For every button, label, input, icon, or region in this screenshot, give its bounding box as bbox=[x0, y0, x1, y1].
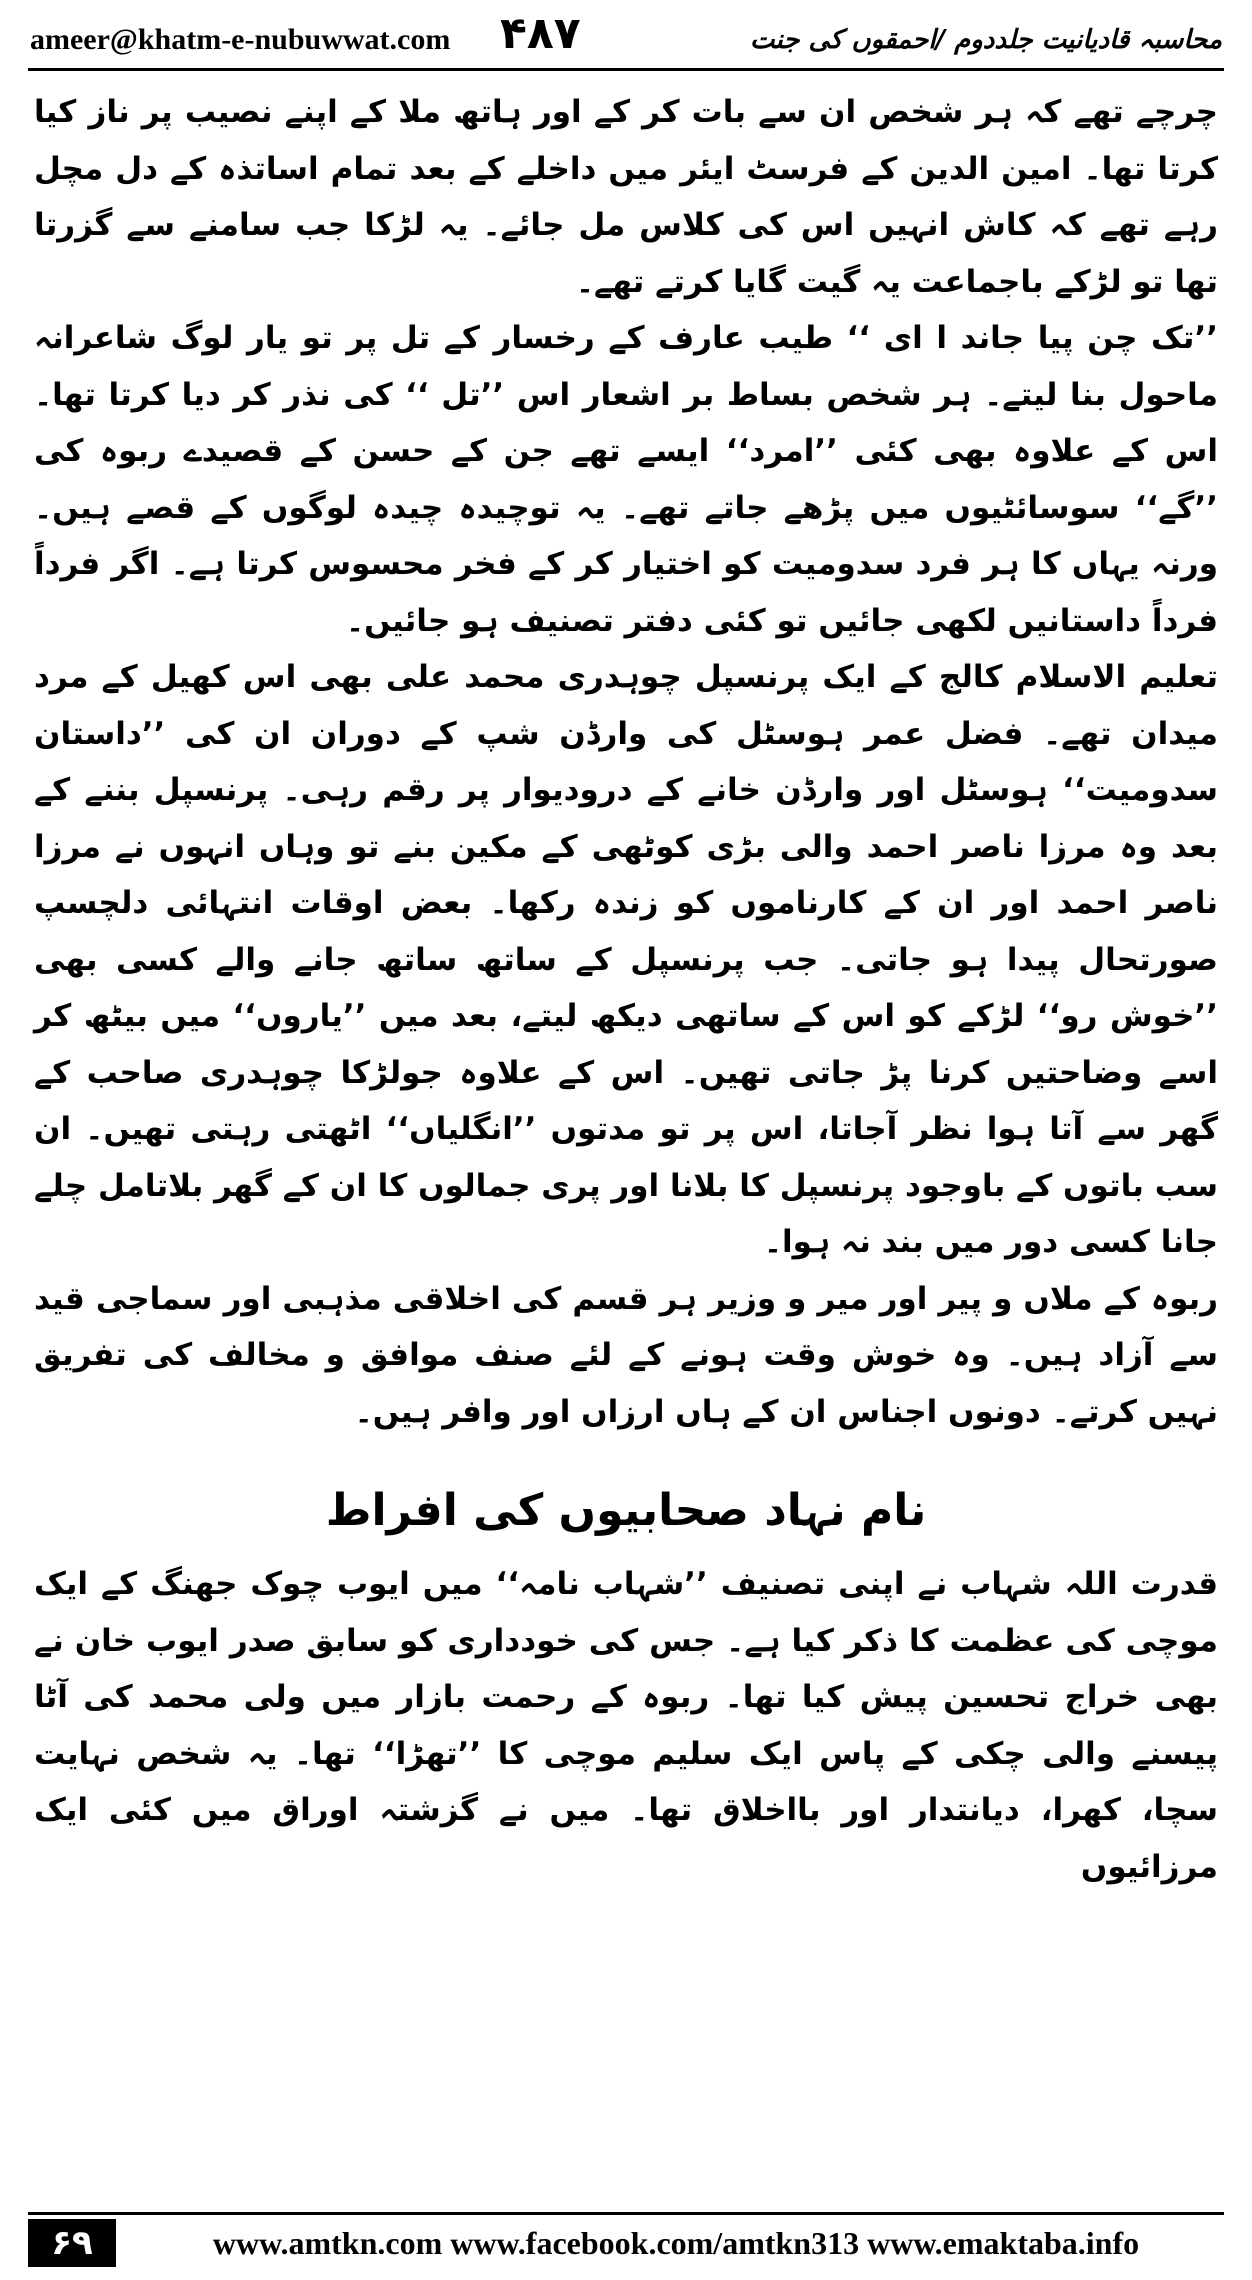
footer-links[interactable]: www.amtkn.com www.facebook.com/amtkn313 www.emaktaba.info bbox=[212, 2225, 1140, 2261]
footer-page-badge: ۶۹ bbox=[28, 2219, 116, 2267]
header-divider bbox=[28, 68, 1224, 71]
header-page-number: ۴۸۷ bbox=[500, 8, 581, 59]
section-heading: نام نہاد صحابیوں کی افراط bbox=[325, 1485, 927, 1536]
section-paragraph: قدرت اللہ شہاب نے اپنی تصنیف ’’شہاب نامہ‘‘ میں ایوب چوک جھنگ کے ایک موچی کی عظمت کا ذکر کیا ہے۔ جس کی خودداری کو سابق صدر ایوب خان نے بھی خراج تحسین پیش کیا تھا۔ ربوہ کے رحمت بازار میں ولی محمد کی آٹا پیسنے والی چکی کے پاس ایک سلیم موچی کا ’’تھڑا‘‘ تھا۔ یہ شخص نہایت سچا، کھرا، دیانتدار اور بااخلاق تھا۔ میں نے گزشتہ اوراق میں کئی ایک مرزائیوں bbox=[34, 1566, 1218, 1885]
page-body bbox=[34, 84, 1218, 1895]
page-header bbox=[30, 8, 1222, 66]
header-book-title: محاسبہ قادیانیت جلددوم /احمقوں کی جنت bbox=[749, 25, 1222, 55]
paragraph-4: ربوہ کے ملاں و پیر اور میر و وزیر ہر قسم کی اخلاقی مذہبی اور سماجی قید سے آزاد ہیں۔ وہ خوش وقت ہونے کے لئے صنف موافق و مخالف کی تفریق نہیں کرتے۔ دونوں اجناس ان کے ہاں ارزاں اور وافر ہیں۔ bbox=[34, 1280, 1218, 1430]
paragraph-2: ’’تک چن پیا جاند ا ای ‘‘ طیب عارف کے رخسار کے تل پر تو یار لوگ شاعرانہ ماحول بنا لیتے۔ ہر شخص بساط بر اشعار اس ’’تل ‘‘ کی نذر کر دیا کرتا تھا۔ اس کے علاوہ بھی کئی ’’امرد‘‘ ایسے تھے جن کے حسن کے قصیدے ربوہ کی ’’گے‘‘ سوسائٹیوں میں پڑھے جاتے تھے۔ یہ توچیدہ چیدہ لوگوں کے قصے ہیں۔ ورنہ یہاں کا ہر فرد سدومیت کو اختیار کر کے فخر محسوس کرتا ہے۔ اگر فرداً فرداً داستانیں لکھی جائیں تو کئی دفتر تصنیف ہو جائیں۔ bbox=[34, 320, 1218, 639]
paragraph-3: تعلیم الاسلام کالج کے ایک پرنسپل چوہدری محمد علی بھی اس کھیل کے مرد میدان تھے۔ فضل عمر ہوسٹل کی وارڈن شپ کے دوران ان کی ’’داستان سدومیت‘‘ ہوسٹل اور وارڈن خانے کے درودیوار پر رقم رہی۔ پرنسپل بننے کے بعد وہ مرزا ناصر احمد والی بڑی کوٹھی کے مکین بنے تو وہاں انہوں نے مرزا ناصر احمد اور ان کے کارناموں کو زندہ رکھا۔ بعض اوقات انتہائی دلچسپ صورتحال پیدا ہو جاتی۔ جب پرنسپل کے ساتھ ساتھ جانے والے کسی بھی ’’خوش رو‘‘ لڑکے کو اس کے ساتھی دیکھ لیتے، بعد میں ’’یاروں‘‘ میں بیٹھ کر اسے وضاحتیں کرنا پڑ جاتی تھیں۔ اس کے علاوہ جولڑکا چوہدری صاحب کے گھر سے آتا ہوا نظر آجاتا، اس پر تو مدتوں ’’انگلیاں‘‘ اٹھتی رہتی تھیں۔ ان سب باتوں کے باوجود پرنسپل کا بلانا اور پری جمالوں کا ان کے گھر بلاتامل چلے جانا کسی دور میں بند نہ ہوا۔ bbox=[34, 659, 1218, 1260]
header-email[interactable]: ameer@khatm-e-nubuwwat.com bbox=[30, 23, 451, 56]
paragraph-1: چرچے تھے کہ ہر شخص ان سے بات کر کے اور ہاتھ ملا کے اپنے نصیب پر ناز کیا کرتا تھا۔ امین الدین کے فرسٹ ایئر میں داخلے کے بعد تمام اساتذہ کے دل مچل رہے تھے کہ کاش انہیں اس کی کلاس مل جائے۔ یہ لڑکا جب سامنے سے گزرتا تھا تو لڑکے باجماعت یہ گیت گایا کرتے تھے۔ bbox=[34, 94, 1218, 300]
page-footer bbox=[28, 2212, 1224, 2267]
